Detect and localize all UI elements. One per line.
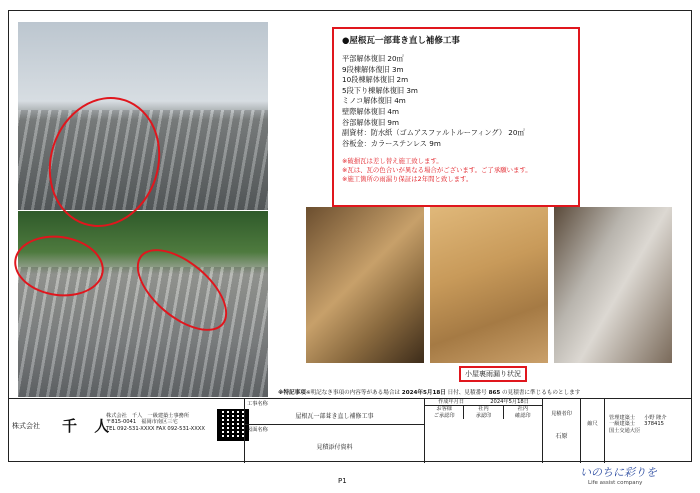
project-name: 屋根瓦一部葺き直し補修工事: [295, 413, 374, 421]
work-item: 10段棟解体復旧 2m: [342, 75, 409, 85]
work-item: 9段棟解体復旧 3m: [342, 64, 404, 74]
title-block: [8, 398, 692, 462]
company-info: 株式会社 千人 一級建築士事務所 〒815-0041 福岡市南区三宅 TEL 092-531-XXXX FAX 092-531-XXXX: [106, 413, 205, 432]
company-prefix: 株式会社: [12, 422, 40, 430]
company-logo: 千 人: [62, 417, 116, 435]
page-number: P1: [338, 477, 347, 485]
work-item: ミノコ解体復旧 4m: [342, 96, 406, 106]
scale-cell: 縮尺: [580, 399, 604, 463]
work-item: 平部解体復旧 20㎡: [342, 54, 404, 63]
warning-note: ※破損瓦は差し替え施工致します。: [342, 157, 443, 166]
work-item: 谷部解体復旧 9m: [342, 117, 399, 127]
approval-cell: 作成年月日 2024年5月18日 お客様 ご承認印 社内 承認印 社内 確認印: [424, 399, 542, 463]
estimator-cell: 見積者印 石原: [542, 399, 580, 463]
estimator-name: 石原: [555, 433, 568, 441]
warning-note: ※施工箇所の雨漏り保証は2年間と致します。: [342, 175, 473, 184]
stamp-check: 社内 確認印: [503, 406, 542, 419]
drawing-name: 見積添付資料: [316, 443, 353, 451]
work-item: 谷板金：カラーステンレス 9m: [342, 138, 441, 148]
brand-logo: いのちに彩りを Life assist company: [580, 466, 657, 486]
stamp-customer: お客様 ご承認印: [433, 406, 455, 419]
photo-caption: 小屋裏雨漏り状況: [459, 366, 527, 382]
work-title: ●屋根瓦一部葺き直し補修工事: [342, 36, 460, 46]
stamp-approve: 社内 承認印: [463, 406, 502, 419]
work-item: 副資材：防水紙（ゴムアスファルトルーフィング） 20㎡: [342, 128, 525, 138]
architect-cell: [604, 399, 692, 463]
work-item: 5段下り棟解体復旧 3m: [342, 85, 418, 95]
special-notes: ※特記事項※明記なき事項の内容等がある場合は 2024年5月18日 日付、見積番号 865 の見積書に準じるものとします: [278, 390, 581, 396]
warning-note: ※瓦は、瓦の色合いが異なる場合がございます。ご了承願います。: [342, 166, 532, 175]
work-item: 壁際解体復旧 4m: [342, 106, 399, 116]
attic-photo-3: [554, 207, 672, 363]
architect-name: 小野 隆介: [644, 415, 667, 421]
registration-number: 378415: [644, 421, 664, 428]
attic-photo-1: [306, 207, 424, 363]
attic-photo-2: [430, 207, 548, 363]
project-cell: 工事名称 屋根瓦一部葺き直し補修工事 図面名称 見積添付資料: [244, 399, 424, 463]
work-notes-box: [332, 27, 580, 207]
license: 管理建築士 一級建築士 国土交通大臣: [609, 415, 641, 434]
